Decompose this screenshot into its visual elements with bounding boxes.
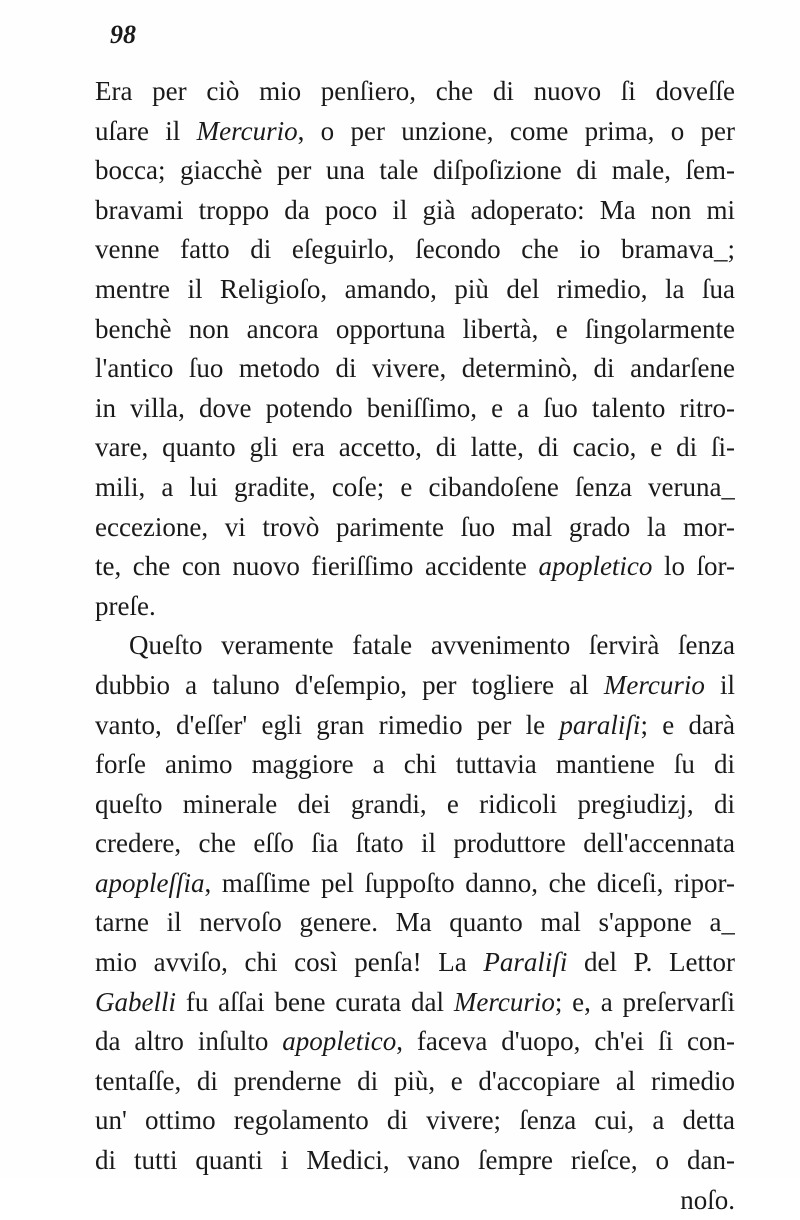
text-run: del P. Lettor [567, 947, 735, 978]
text-line: tarne il nervoſo genere. Ma quanto mal s'appone a_ [95, 907, 735, 938]
text-run: il [704, 669, 735, 700]
text-line: Era per ciò mio penſiero, che di nuovo ſi doveſſe [95, 76, 735, 106]
text-line [95, 666, 735, 706]
italic-term: apopletico [538, 551, 653, 582]
text-line [95, 112, 735, 152]
text-line [95, 1022, 735, 1062]
text-line [95, 864, 735, 904]
text-line: noſo. [680, 1184, 735, 1215]
text-line: bravami troppo da poco il già adoperato: Ma non mi [95, 194, 735, 225]
text-run: uſare il [95, 115, 197, 146]
text-run: ; e darà [640, 709, 735, 740]
body-text [95, 72, 735, 1220]
text-line: preſe. [95, 590, 156, 621]
text-line [95, 983, 735, 1023]
text-line: queſto minerale dei grandi, e ridicoli pregiudizj, di [95, 788, 735, 819]
text-line: in villa, dove potendo beniſſimo, e a ſuo talento ritro- [95, 392, 735, 423]
text-run: vanto, d'eſſer' egli gran rimedio per le [95, 709, 560, 740]
text-line [95, 706, 735, 746]
text-line: di tutti quanti i Medici, vano ſempre rieſce, o dan- [95, 1145, 735, 1176]
text-line: benchè non ancora opportuna libertà, e ſingolarmente [95, 313, 735, 344]
text-line: un' ottimo regolamento di vivere; ſenza cui, a detta [95, 1105, 735, 1136]
italic-term: apopleſſia [95, 867, 205, 898]
text-run: da altro inſulto [95, 1026, 283, 1057]
text-run: , o per unzione, come prima, o per [297, 115, 735, 146]
text-run: ; e, a preſervarſi [554, 986, 735, 1017]
text-line [95, 547, 735, 587]
italic-term: Paraliſi [483, 947, 568, 978]
text-run: dubbio a taluno d'eſempio, per togliere al [95, 669, 604, 700]
text-run: fu aſſai bene curata dal [176, 986, 454, 1017]
text-line: l'antico ſuo metodo di vivere, determinò, di andarſene [95, 353, 735, 384]
text-line: bocca; giacchè per una tale diſpoſizione di male, ſem- [95, 155, 735, 186]
italic-term: Mercurio [603, 669, 705, 700]
text-line: tentaſſe, di prenderne di più, e d'accopiare al rimedio [95, 1065, 735, 1096]
italic-term: Mercurio [453, 986, 555, 1017]
text-line: Queſto veramente fatale avvenimento ſervirà ſenza [129, 630, 735, 661]
text-line: vare, quanto gli era accetto, di latte, di cacio, e di ſi- [95, 432, 735, 463]
text-line: mili, a lui gradite, coſe; e cibandoſene ſenza veruna_ [95, 471, 735, 502]
text-line: credere, che eſſo ſia ſtato il produttore dell'accennata [95, 828, 735, 859]
italic-term: Gabelli [95, 986, 176, 1017]
italic-term: apopletico [282, 1026, 397, 1057]
text-run: lo ſor- [652, 551, 735, 582]
text-run: mio avviſo, chi così penſa! La [95, 947, 484, 978]
text-run: , maſſime pel ſuppoſto danno, che diceſi, ripor- [204, 867, 735, 898]
text-line: mentre il Religioſo, amando, più del rimedio, la ſua [95, 273, 735, 304]
text-line: eccezione, vi trovò parimente ſuo mal grado la mor- [95, 511, 735, 542]
italic-term: paraliſi [559, 709, 641, 740]
text-run: , faceva d'uopo, ch'ei ſi con- [396, 1026, 735, 1057]
page-number: 98 [110, 20, 136, 49]
text-run: te, che con nuovo fieriſſimo accidente [95, 551, 539, 582]
text-line: forſe animo maggiore a chi tuttavia mantiene ſu di [95, 749, 735, 780]
text-line [95, 943, 735, 983]
italic-term: Mercurio [196, 115, 298, 146]
text-line: venne fatto di eſeguirlo, ſecondo che io bramava_; [95, 234, 735, 265]
